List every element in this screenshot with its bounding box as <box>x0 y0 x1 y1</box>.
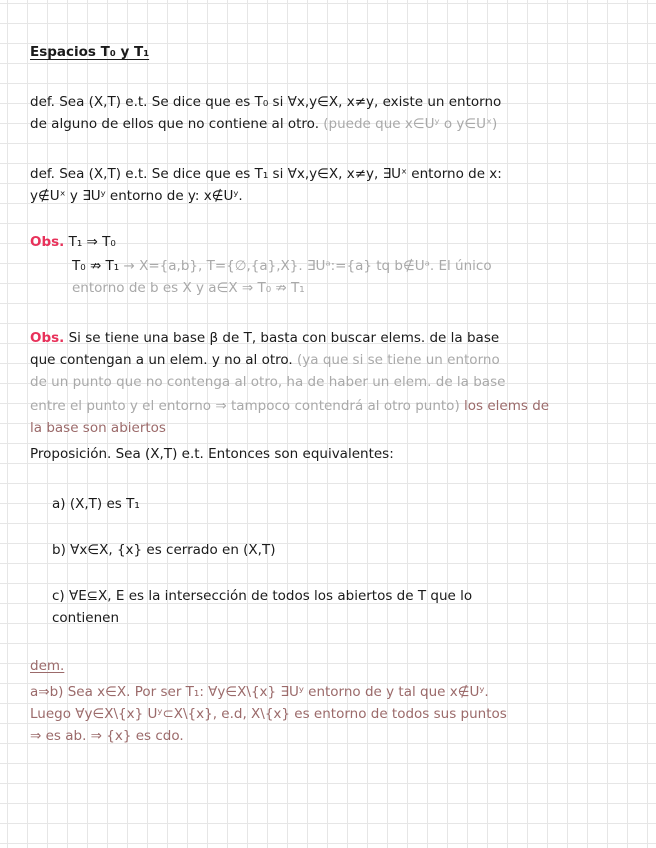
observation-1-counterexample: → X={a,b}, T={∅,{a},X}. ∃Uᵃ:={a} tq b∉Uᵃ. El único <box>123 258 492 274</box>
observation-2-label: Obs. <box>30 330 65 346</box>
definition-t1-line-1: def. Sea (X,T) e.t. Se dice que es T₁ si ∀x,y∈X, x≠y, ∃Uˣ entorno de x: <box>30 166 502 182</box>
definition-t1-line-2: y∉Uˣ y ∃Uʸ entorno de y: x∉Uʸ. <box>30 188 243 204</box>
observation-2-line-1 <box>30 328 626 348</box>
observation-2-note-2: de un punto que no contenga al otro, ha de haber un elem. de la base <box>30 374 506 390</box>
proposition-item-c-line-2: contienen <box>52 610 120 626</box>
definition-t0-note: (puede que x∈Uʸ o y∈Uˣ) <box>323 116 498 132</box>
observation-2-text: Si se tiene una base β de T, basta con buscar elems. de la base <box>68 330 500 346</box>
proof-line-1: a⇒b) Sea x∈X. Por ser T₁: ∀y∈X\{x} ∃Uʸ entorno de y tal que x∉Uʸ. <box>30 684 489 700</box>
observation-2-line-4 <box>30 396 626 416</box>
observation-2-note-1: (ya que si se tiene un entorno <box>297 352 500 368</box>
proof-line-2: Luego ∀y∈X\{x} Uʸ⊂X\{x}, e.d, X\{x} es entorno de todos sus puntos <box>30 706 507 722</box>
definition-t0-text: de alguno de ellos que no contiene al otro. <box>30 116 319 132</box>
observation-2-tail-2: la base son abiertos <box>30 420 166 436</box>
proposition-statement: Proposición. Sea (X,T) e.t. Entonces son equivalentes: <box>30 446 394 462</box>
observation-2-line-2 <box>30 350 626 370</box>
observation-1-counter-claim: T₀ ⇏ T₁ <box>72 258 120 274</box>
definition-t0-line-2 <box>30 114 626 134</box>
observation-1-statement: T₁ ⇒ T₀ <box>68 234 116 250</box>
proof-label: dem. <box>30 658 65 674</box>
observation-1-line-3: entorno de b es X y a∈X ⇒ T₀ ⇏ T₁ <box>72 280 305 296</box>
definition-t0-line-1: def. Sea (X,T) e.t. Se dice que es T₀ si ∀x,y∈X, x≠y, existe un entorno <box>30 94 502 110</box>
proposition-item-c-line-1: c) ∀E⊆X, E es la intersección de todos los abiertos de T que lo <box>52 588 473 604</box>
proposition-item-b: b) ∀x∈X, {x} es cerrado en (X,T) <box>52 542 276 558</box>
proof-line-3: ⇒ es ab. ⇒ {x} es cdo. <box>30 728 184 744</box>
observation-2-note-3: entre el punto y el entorno ⇒ tampoco contendrá al otro punto) <box>30 398 460 414</box>
observation-2-text-2: que contengan a un elem. y no al otro. <box>30 352 293 368</box>
observation-1-line-1 <box>30 232 626 252</box>
page-title: Espacios T₀ y T₁ <box>30 44 150 60</box>
observation-1-line-2 <box>72 256 626 276</box>
proposition-item-a: a) (X,T) es T₁ <box>52 496 140 512</box>
observation-1-label: Obs. <box>30 234 65 250</box>
observation-2-tail: los elems de <box>464 398 550 414</box>
